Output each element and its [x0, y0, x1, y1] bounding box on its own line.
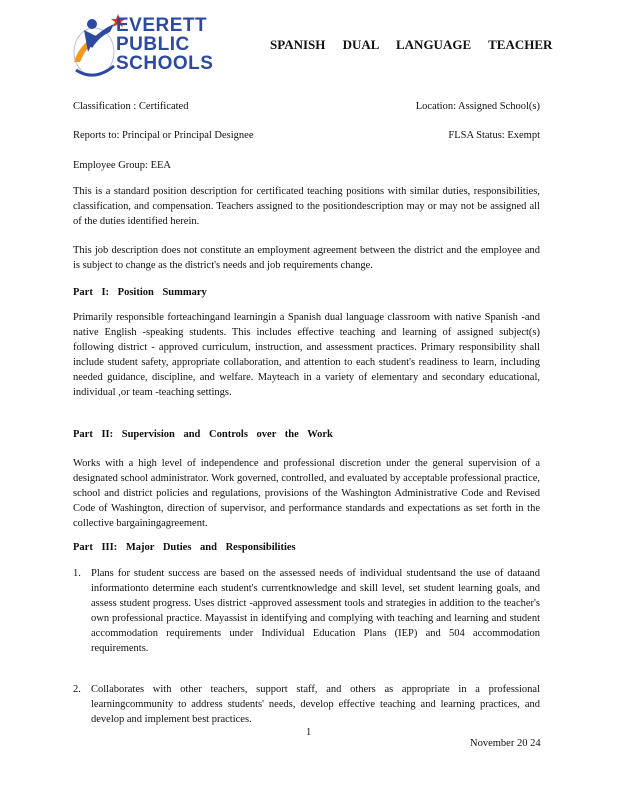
intro-paragraph-2: This job description does not constitute an employment agreement between the district and the employee and is subject to change as the district's needs and job requirements change.	[73, 245, 540, 271]
meta-row-1	[73, 101, 540, 112]
duty-number: 1.	[73, 568, 81, 579]
meta-row-2	[73, 130, 540, 141]
duty-text: Collaborates with other teachers, support staff, and others as appropriate in a professional learningcommunity to address students' needs, develop effective teaching and learning practices, and develop and implement best practices.	[91, 684, 540, 725]
logo-line-3: SCHOOLS	[116, 53, 214, 74]
logo-line-1: EVERETT	[116, 15, 208, 36]
logo	[70, 10, 240, 85]
flsa-status: FLSA Status: Exempt	[448, 130, 540, 141]
classification: Classification : Certificated	[73, 101, 189, 112]
part2-heading: Part II: Supervision and Controls over the Work	[73, 429, 333, 440]
logo-line-2: PUBLIC	[116, 34, 190, 55]
part2-body: Works with a high level of independence and professional discretion under the general supervision of a designated school administrator. Work governed, controlled, and evaluated by acceptable professional practice, school and district policies and regulations, provisions of the Washington Administrative Code and Revised Code of Washington, direction of supervisor, and performance standards and expectations as set forth in the collective bargainingagreement.	[73, 458, 540, 529]
location: Location: Assigned School(s)	[415, 101, 540, 112]
duty-item	[73, 682, 540, 727]
part1-heading: Part I: Position Summary	[73, 287, 207, 298]
part3-heading: Part III: Major Duties and Responsibilities	[73, 542, 296, 553]
page-number: 1	[306, 727, 312, 738]
employee-group: Employee Group: EEA	[73, 160, 171, 171]
intro-paragraph-1: This is a standard position description for certificated teaching positions with similar duties, responsibilities, classification, and compensation. Teachers assigned to the positiondescription may or may not be assigned all of the duties identified herein.	[73, 186, 540, 227]
duty-item	[73, 566, 540, 656]
reports-to: Reports to: Principal or Principal Designee	[73, 130, 254, 141]
logo-wordmark	[116, 16, 213, 73]
part1-body: Primarily responsible forteachingand learningin a Spanish dual language classroom with native Spanish -and native English -speaking students. This includes effective teaching and learning of assigned subject(s) following district - approved curriculum, instruction, and assessment practices. Primary responsibility shall include student safety, appropriate collaboration, and attention to each student's readiness to learn, including needed guidance, discipline, and welfare. Mayteach in a variety of elementary and secondary educational, individual ,or team -teaching settings.	[73, 312, 540, 398]
document-title: SPANISH DUAL LANGUAGE TEACHER	[270, 37, 553, 52]
duty-text: Plans for student success are based on the assessed needs of individual studentsand the use of dataand informationto determine each student's currentknowledge and skill level, set student learning goals, and assess student progress. Uses district -approved assessment tools and strategies in addition to the teacher's own professional practice. Mayassist in identifying and complying with teaching and learning and student accommodation requirements under Individual Education Plans (IEP) and 504 accommodation requirements.	[91, 568, 540, 654]
duty-number: 2.	[73, 684, 81, 695]
footer-date: November 20 24	[470, 738, 541, 749]
